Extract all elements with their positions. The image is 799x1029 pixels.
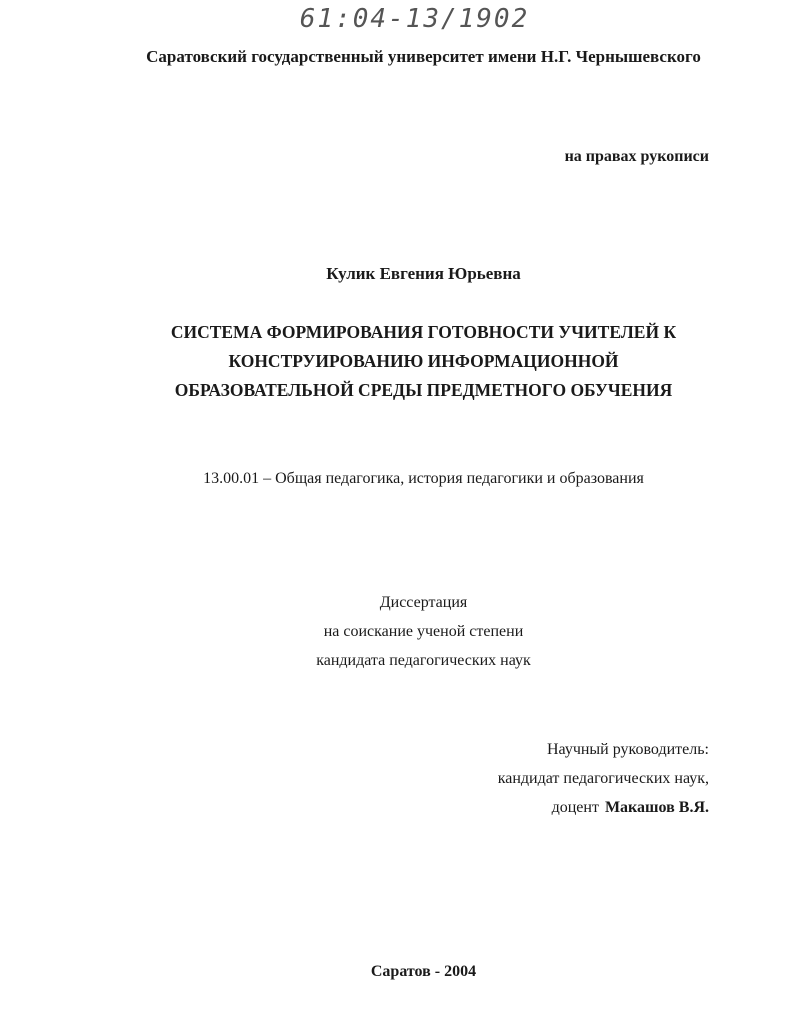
degree-line: на соискание ученой степени xyxy=(323,623,524,640)
title-line: ОБРАЗОВАТЕЛЬНОЙ СРЕДЫ ПРЕДМЕТНОГО ОБУЧЕНИЯ xyxy=(174,380,673,400)
manuscript-note: на правах рукописи xyxy=(564,148,709,165)
author-name: Кулик Евгения Юрьевна xyxy=(326,264,521,283)
degree-line: кандидата педагогических наук xyxy=(316,652,531,669)
university-name: Саратовский государственный университет имени Н.Г. Чернышевского xyxy=(146,47,701,66)
supervisor-label: Научный руководитель: xyxy=(546,741,709,758)
supervisor-position-line xyxy=(498,793,709,822)
degree-line: Диссертация xyxy=(379,594,468,611)
supervisor-position: доцент xyxy=(551,799,599,816)
city-year: Саратов - 2004 xyxy=(370,963,477,980)
title-line: СИСТЕМА ФОРМИРОВАНИЯ ГОТОВНОСТИ УЧИТЕЛЕЙ К xyxy=(170,322,677,342)
catalog-number: 61:04-13/1902 xyxy=(299,4,530,34)
supervisor-name: Макашов В.Я. xyxy=(604,799,709,816)
supervisor-block xyxy=(498,735,709,822)
dissertation-title xyxy=(0,318,799,405)
supervisor-degree: кандидат педагогических наук, xyxy=(497,770,709,787)
specialty-code: 13.00.01 – Общая педагогика, история педагогики и образования xyxy=(203,470,644,487)
degree-statement xyxy=(0,588,799,675)
title-line: КОНСТРУИРОВАНИЮ ИНФОРМАЦИОННОЙ xyxy=(228,351,619,371)
